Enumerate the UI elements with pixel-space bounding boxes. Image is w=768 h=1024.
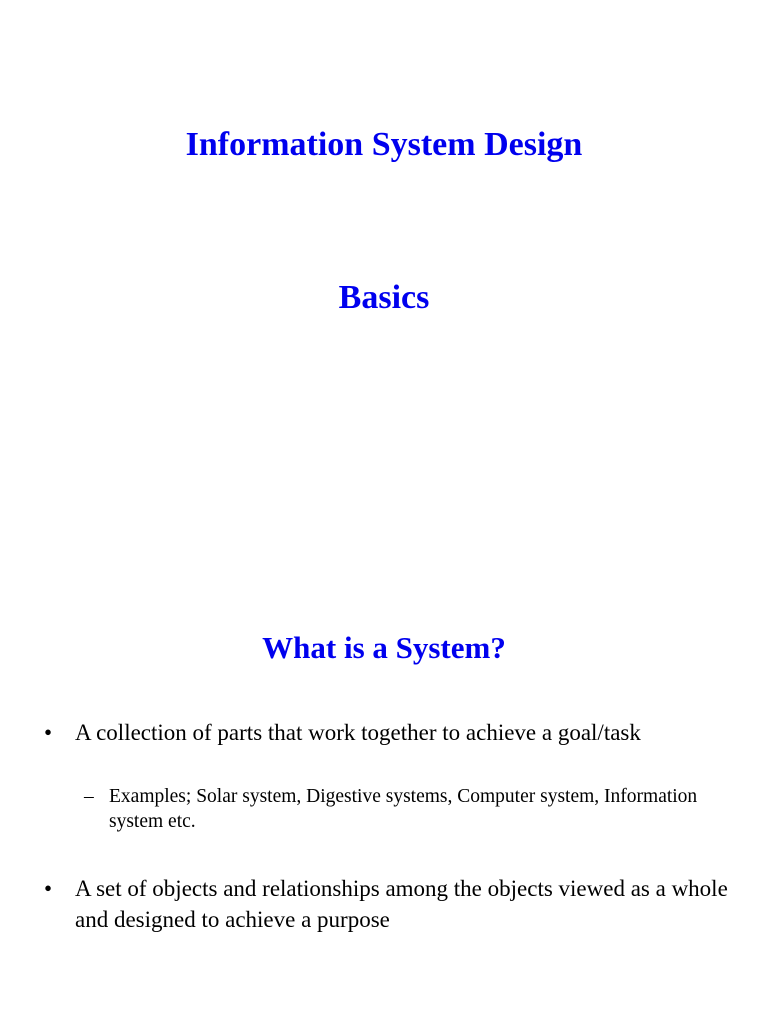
page-title: Information System Design — [185, 126, 583, 163]
bullet-icon: • — [44, 876, 53, 901]
list-item — [44, 873, 734, 935]
section-heading: What is a System? — [262, 630, 506, 665]
sub-list-item-text: Examples; Solar system, Digestive systems, Computer system, Information system etc. — [109, 786, 698, 832]
page-subtitle: Basics — [338, 279, 430, 316]
list-item-text: A set of objects and relationships among the objects viewed as a whole and designed to achieve a purpose — [75, 876, 728, 932]
list-item-text: A collection of parts that work together to achieve a goal/task — [75, 720, 641, 745]
dash-icon: – — [84, 786, 94, 807]
list-item — [44, 717, 734, 748]
bullet-icon: • — [44, 720, 53, 745]
sub-list-item — [84, 784, 704, 834]
